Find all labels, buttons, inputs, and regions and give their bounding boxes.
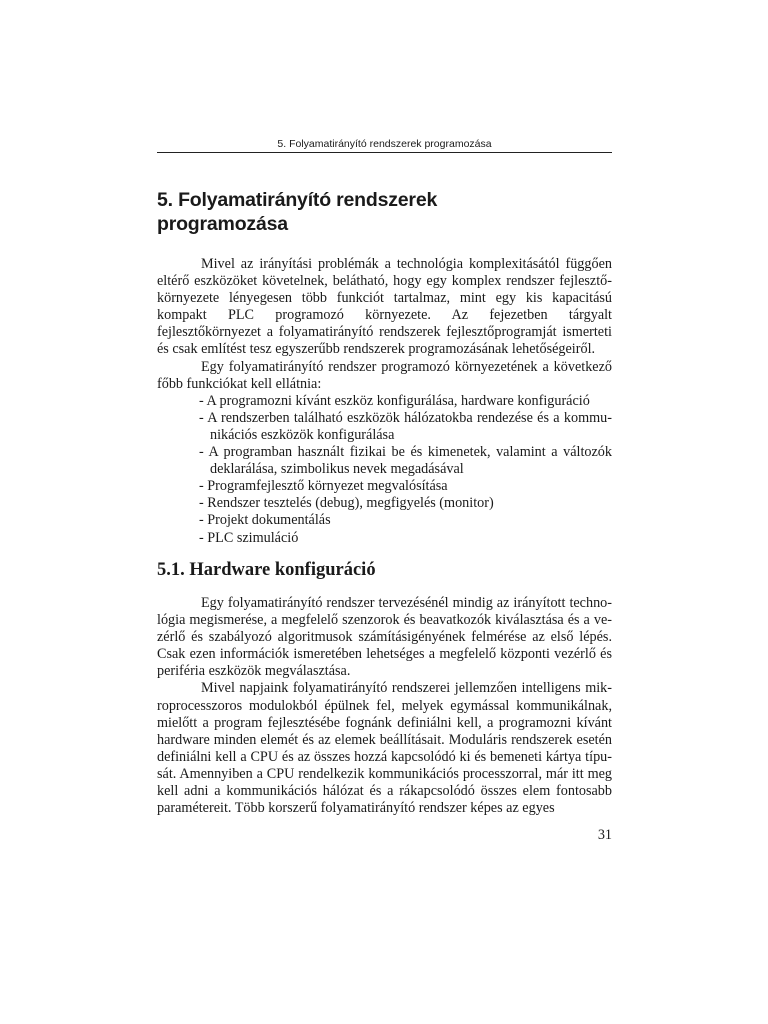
chapter-body xyxy=(157,256,612,547)
running-head: 5. Folyamatirányító rendszerek programozása xyxy=(277,138,492,150)
chapter-title-line-2: programozása xyxy=(157,213,288,235)
function-list xyxy=(157,393,612,547)
chapter-title xyxy=(157,188,437,236)
section-body xyxy=(157,595,612,817)
chapter-paragraph: Mivel az irányítási problémák a technológia komplexitásától függően eltérő eszközöket követelnek, belátható, hogy egy komplex rendszer fejlesztőkörnyezete lényegesen több funkciót tartalmaz, mint egy kis kapacitású kompakt PLC programozó környezete. Az fejezetben tárgyalt fejlesztőkörnyezet a folyamatirányító rendszerek fejlesztőprogramját ismerteti és csak említést tesz egyszerűbb rendszerek programozásának lehetőségeiről. xyxy=(157,256,612,358)
chapter-paragraph: Egy folyamatirányító rendszer programozó környezetének a következő főbb funkciókat kell ellátnia: xyxy=(157,358,612,392)
list-item: - A programban használt fizikai be és kimenetek, valamint a változók deklarálása, szimbolikus nevek megadásával xyxy=(199,444,612,478)
chapter-title-line-1: 5. Folyamatirányító rendszerek xyxy=(157,189,438,211)
list-item: - A rendszerben található eszközök hálózatokba rendezése és a kommunikációs eszközök konfigurálása xyxy=(199,409,612,443)
section-paragraph: Mivel napjaink folyamatirányító rendszerei jellemzően intelligens mikroprocesszoros modulokból épülnek fel, melyek egymással kommunikálnak, mielőtt a program fejlesztésébe fognánk definiálni kell, a programozni kívánt hardware minden elemét és az elemek beállításait. Moduláris rendszerek esetén definiálni kell a CPU és az összes hozzá kapcsolódó ki és bemeneti kártya típusát. Amennyiben a CPU rendelkezik kommunikációs processzorral, már itt meg kell adni a kommunikációs hálózat és a rákapcsolódó összes elem fontosabb paramétereit. Több korszerű folyamatirányító rendszer képes az egyes xyxy=(157,680,612,817)
list-item: - A programozni kívánt eszköz konfigurálása, hardware konfiguráció xyxy=(199,392,590,409)
section-paragraph: Egy folyamatirányító rendszer tervezésénél mindig az irányított technológia megismerése, a megfelelő szenzorok és beavatkozók kiválasztása és a vezérlő és szabályozó algoritmusok számításigényének felmérése az első lépés. Csak ezen információk ismeretében lehetséges a megfelelő központi vezérlő és periféria eszközök megválasztása. xyxy=(157,595,612,680)
list-item: - PLC szimuláció xyxy=(199,529,299,546)
list-item: - Rendszer tesztelés (debug), megfigyelés (monitor) xyxy=(199,495,494,512)
page-number: 31 xyxy=(597,827,612,843)
list-item: - Programfejlesztő környezet megvalósítása xyxy=(199,478,448,495)
list-item: - Projekt dokumentálás xyxy=(199,512,331,529)
header-rule xyxy=(157,152,612,153)
section-title: 5.1. Hardware konfiguráció xyxy=(157,560,376,580)
book-page xyxy=(157,0,612,1024)
